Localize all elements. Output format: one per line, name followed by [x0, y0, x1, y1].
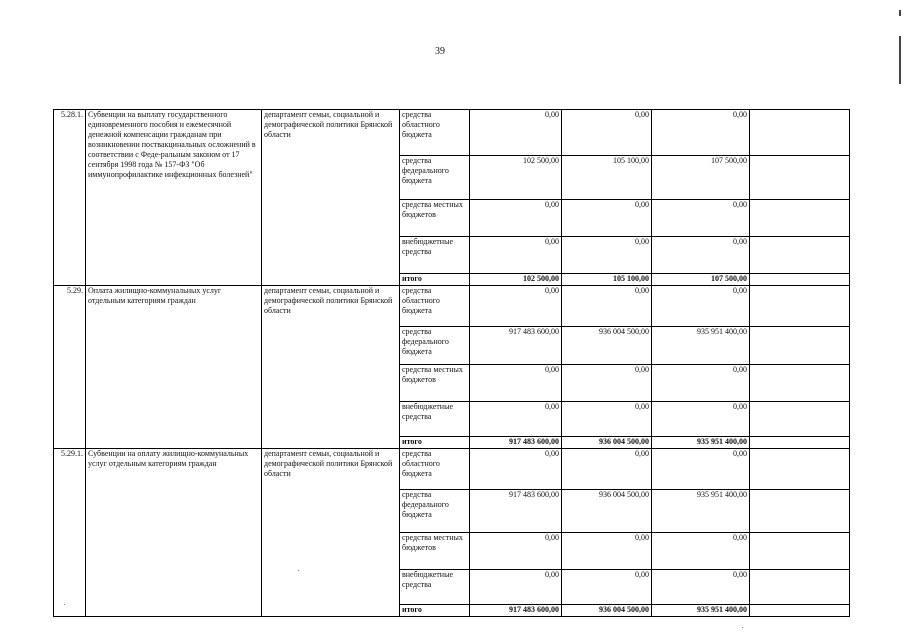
- amount-year-3: 0,00: [652, 286, 750, 327]
- empty-cell: [750, 605, 850, 617]
- empty-cell: [750, 110, 850, 156]
- amount-year-3: 0,00: [652, 533, 750, 570]
- item-code: 5.29.1.: [54, 449, 86, 617]
- total-label: итого: [400, 605, 470, 617]
- total-year-3: 107 500,00: [652, 274, 750, 286]
- amount-year-2: 0,00: [562, 110, 652, 156]
- total-year-2: 936 004 500,00: [562, 605, 652, 617]
- amount-year-2: 105 100,00: [562, 156, 652, 200]
- empty-cell: [750, 327, 850, 365]
- empty-cell: [750, 402, 850, 437]
- amount-year-2: 0,00: [562, 402, 652, 437]
- amount-year-2: 936 004 500,00: [562, 490, 652, 533]
- empty-cell: [750, 533, 850, 570]
- item-name: Субвенции на выплату государственного единовременного пособия и ежемесячной денежной компенсации гражданам при возникновении поствакцинальных осложнений в соответствии с Феде-ральным законом от 17 сентября 1998 года № 157-ФЗ "Об иммунопрофилактике инфекционных болезней": [86, 110, 262, 286]
- funding-source-label: внебюджетные средства: [400, 570, 470, 605]
- amount-year-3: 0,00: [652, 237, 750, 274]
- scan-edge-mark: [899, 36, 901, 84]
- amount-year-2: 0,00: [562, 449, 652, 490]
- amount-year-3: 935 951 400,00: [652, 490, 750, 533]
- amount-year-2: 936 004 500,00: [562, 327, 652, 365]
- funding-source-label: внебюджетные средства: [400, 402, 470, 437]
- total-year-3: 935 951 400,00: [652, 437, 750, 449]
- empty-cell: [750, 490, 850, 533]
- amount-year-1: 0,00: [470, 533, 562, 570]
- amount-year-2: 0,00: [562, 365, 652, 402]
- amount-year-1: 917 483 600,00: [470, 327, 562, 365]
- item-code: 5.28.1.: [54, 110, 86, 286]
- empty-cell: [750, 274, 850, 286]
- funding-source-label: средства областного бюджета: [400, 286, 470, 327]
- funding-source-label: средства областного бюджета: [400, 449, 470, 490]
- amount-year-1: 0,00: [470, 110, 562, 156]
- funding-source-label: внебюджетные средства: [400, 237, 470, 274]
- total-label: итого: [400, 437, 470, 449]
- amount-year-1: 0,00: [470, 286, 562, 327]
- empty-cell: [750, 365, 850, 402]
- scan-speck: [742, 627, 743, 628]
- funding-source-label: средства федерального бюджета: [400, 156, 470, 200]
- amount-year-1: 0,00: [470, 449, 562, 490]
- amount-year-3: 0,00: [652, 402, 750, 437]
- empty-cell: [750, 437, 850, 449]
- amount-year-1: 0,00: [470, 570, 562, 605]
- table-row: [54, 110, 850, 156]
- empty-cell: [750, 570, 850, 605]
- item-name: Оплата жилищно-коммунальных услуг отдельным категориям граждан: [86, 286, 262, 449]
- budget-table: [53, 109, 850, 617]
- item-executor: департамент семьи, социальной и демографической политики Брянской области: [262, 286, 400, 449]
- table-row: [54, 286, 850, 327]
- amount-year-3: 0,00: [652, 570, 750, 605]
- funding-source-label: средства местных бюджетов: [400, 365, 470, 402]
- total-year-1: 917 483 600,00: [470, 437, 562, 449]
- funding-source-label: средства местных бюджетов: [400, 533, 470, 570]
- table-row: [54, 449, 850, 490]
- empty-cell: [750, 449, 850, 490]
- funding-source-label: средства областного бюджета: [400, 110, 470, 156]
- funding-source-label: средства федерального бюджета: [400, 327, 470, 365]
- amount-year-2: 0,00: [562, 237, 652, 274]
- amount-year-3: 935 951 400,00: [652, 327, 750, 365]
- amount-year-3: 0,00: [652, 365, 750, 402]
- amount-year-1: 0,00: [470, 402, 562, 437]
- funding-source-label: средства местных бюджетов: [400, 200, 470, 237]
- amount-year-1: 102 500,00: [470, 156, 562, 200]
- total-year-2: 105 100,00: [562, 274, 652, 286]
- item-executor: департамент семьи, социальной и демографической политики Брянской области: [262, 449, 400, 617]
- amount-year-1: 0,00: [470, 237, 562, 274]
- total-label: итого: [400, 274, 470, 286]
- item-code: 5.29.: [54, 286, 86, 449]
- total-year-1: 917 483 600,00: [470, 605, 562, 617]
- empty-cell: [750, 237, 850, 274]
- amount-year-1: 917 483 600,00: [470, 490, 562, 533]
- amount-year-2: 0,00: [562, 570, 652, 605]
- total-year-3: 935 951 400,00: [652, 605, 750, 617]
- item-name: Субвенции на оплату жилищно-коммунальных услуг отдельным категориям граждан: [86, 449, 262, 617]
- empty-cell: [750, 286, 850, 327]
- total-year-2: 936 004 500,00: [562, 437, 652, 449]
- amount-year-3: 0,00: [652, 449, 750, 490]
- amount-year-3: 0,00: [652, 110, 750, 156]
- amount-year-1: 0,00: [470, 200, 562, 237]
- item-executor: департамент семьи, социальной и демографической политики Брянской области: [262, 110, 400, 286]
- amount-year-1: 0,00: [470, 365, 562, 402]
- empty-cell: [750, 200, 850, 237]
- scan-edge-mark: [899, 10, 901, 16]
- page-number: 39: [435, 46, 445, 57]
- amount-year-2: 0,00: [562, 286, 652, 327]
- total-year-1: 102 500,00: [470, 274, 562, 286]
- amount-year-3: 107 500,00: [652, 156, 750, 200]
- empty-cell: [750, 156, 850, 200]
- amount-year-2: 0,00: [562, 200, 652, 237]
- amount-year-2: 0,00: [562, 533, 652, 570]
- funding-source-label: средства федерального бюджета: [400, 490, 470, 533]
- amount-year-3: 0,00: [652, 200, 750, 237]
